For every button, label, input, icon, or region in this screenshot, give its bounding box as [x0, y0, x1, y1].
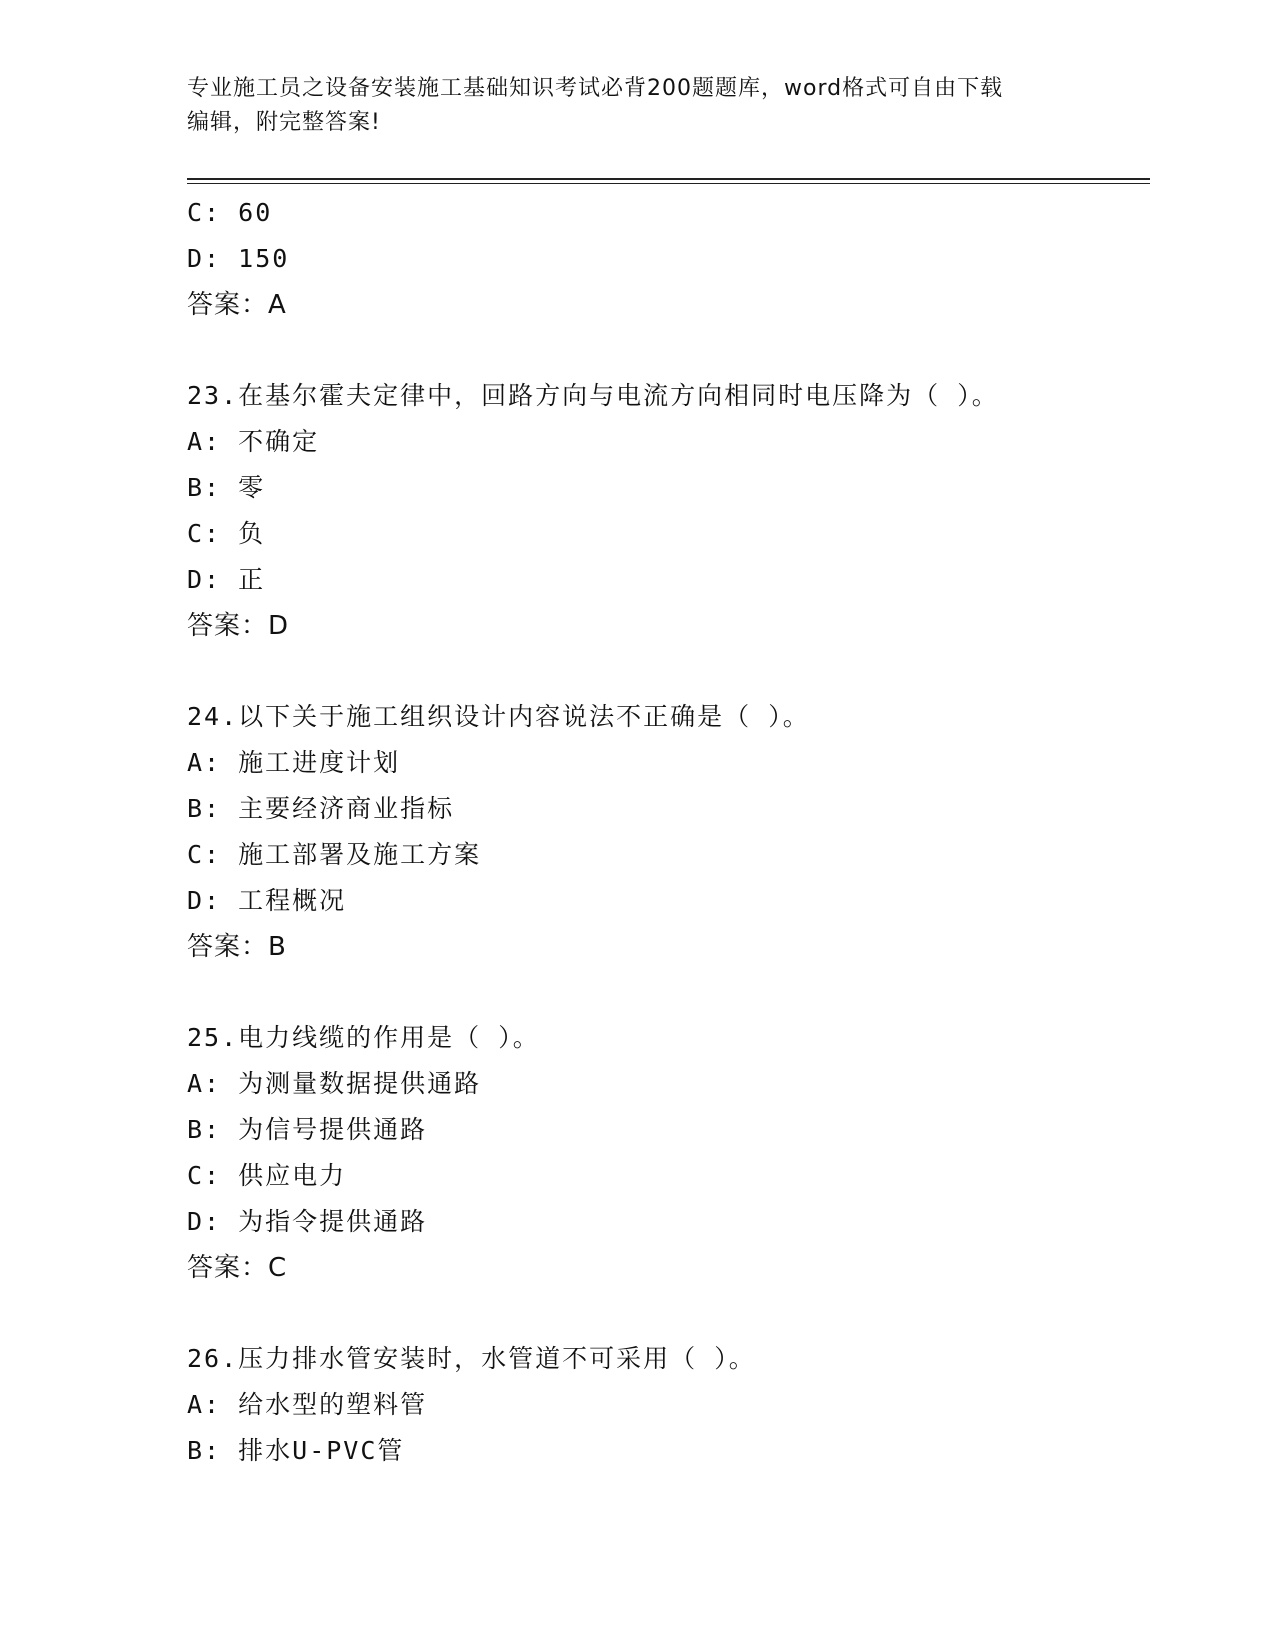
spacer [187, 970, 1150, 1015]
question-stem: 24.以下关于施工组织设计内容说法不正确是（ ）。 [187, 702, 810, 731]
spacer [187, 649, 1150, 694]
question-block-23 [187, 373, 1150, 649]
option-c: C: 负 [187, 519, 266, 548]
answer-line: 答案：C [187, 1253, 288, 1283]
option-d: D: 为指令提供通路 [187, 1207, 428, 1236]
header-divider-thick [187, 178, 1150, 180]
spacer [187, 328, 1150, 373]
answer-line: 答案：D [187, 611, 290, 641]
question-block-25 [187, 1015, 1150, 1291]
option-b: B: 零 [187, 473, 266, 502]
question-stem: 25.电力线缆的作用是（ ）。 [187, 1023, 540, 1052]
spacer [187, 1291, 1150, 1336]
header-line-2: 编辑，附完整答案! [187, 110, 381, 135]
question-stem: 23.在基尔霍夫定律中，回路方向与电流方向相同时电压降为（ ）。 [187, 381, 999, 410]
option-b: B: 排水U-PVC管 [187, 1436, 405, 1465]
question-list [187, 190, 1150, 1474]
answer-line: 答案：A [187, 290, 287, 320]
document-header [187, 72, 1087, 140]
option-c: C: 60 [187, 198, 273, 227]
option-a: A: 不确定 [187, 427, 320, 456]
option-d: D: 正 [187, 565, 266, 594]
option-a: A: 为测量数据提供通路 [187, 1069, 482, 1098]
header-divider-thin [187, 183, 1150, 184]
question-block-22 [187, 190, 1150, 328]
question-stem: 26.压力排水管安装时，水管道不可采用（ ）。 [187, 1344, 756, 1373]
question-block-26 [187, 1336, 1150, 1474]
option-d: D: 工程概况 [187, 886, 347, 915]
option-a: A: 给水型的塑料管 [187, 1390, 428, 1419]
answer-line: 答案：B [187, 932, 287, 962]
header-line-1: 专业施工员之设备安装施工基础知识考试必背200题题库，word格式可自由下载 [187, 76, 1004, 101]
option-c: C: 施工部署及施工方案 [187, 840, 482, 869]
question-block-24 [187, 694, 1150, 970]
option-a: A: 施工进度计划 [187, 748, 401, 777]
option-b: B: 为信号提供通路 [187, 1115, 428, 1144]
option-b: B: 主要经济商业指标 [187, 794, 455, 823]
option-c: C: 供应电力 [187, 1161, 347, 1190]
option-d: D: 150 [187, 244, 290, 273]
